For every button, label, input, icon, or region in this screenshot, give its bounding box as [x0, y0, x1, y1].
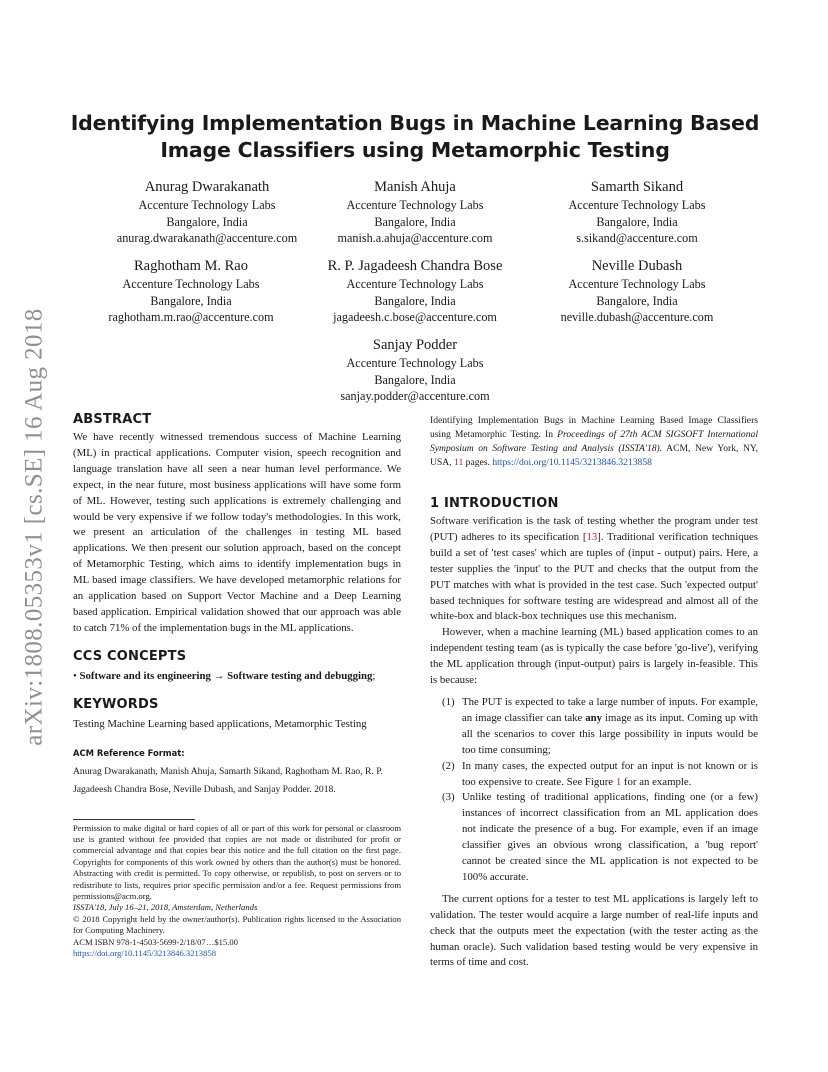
- author-block: [300, 257, 530, 326]
- acm-reference-venue: Proceedings of 27th ACM SIGSOFT International Symposium on Software Testing and Analysis (ISSTA'18).: [430, 429, 758, 454]
- figure-ref-link[interactable]: 1: [615, 775, 622, 788]
- list-item-number: (3): [442, 791, 455, 804]
- list-item: [430, 695, 758, 759]
- list-item-number: (1): [442, 695, 455, 708]
- author-name: Sanjay Podder: [372, 337, 458, 353]
- author-location: Bangalore, India: [150, 293, 232, 308]
- keywords-text: Testing Machine Learning based applications, Metamorphic Testing: [73, 717, 367, 730]
- list-item-text: In many cases, the expected output for an input is not known or is too expensive to create. See Figure: [462, 759, 758, 788]
- abstract-heading: ABSTRACT: [73, 412, 152, 427]
- intro-numbered-list: [430, 695, 758, 886]
- paper-title-line-2: Image Classifiers using Metamorphic Testing: [160, 138, 670, 162]
- list-item-emphasis: any: [585, 711, 603, 724]
- author-email: jagadeesh.c.bose@accenture.com: [333, 310, 497, 324]
- isbn-line: ACM ISBN 978-1-4503-5699-2/18/07…$15.00: [73, 936, 238, 947]
- list-item: [430, 790, 758, 885]
- ccs-tail: ;: [372, 669, 376, 682]
- list-item-text: The PUT is expected to take a large number of inputs. For example, an image classifier can take: [462, 695, 758, 724]
- intro-paragraph-3: The current options for a tester to test ML applications is largely left to validation. The tester would acquire a large number of real-life inputs and check that the outputs meet the expectation (with the tester acting as the human oracle). Such validation based testing would be very expensive in terms of time and cost.: [430, 892, 758, 969]
- author-name: Anurag Dwarakanath: [144, 179, 270, 195]
- author-affiliation: Accenture Technology Labs: [346, 198, 484, 212]
- list-item-text-rest: for an example.: [621, 775, 692, 788]
- author-name: Manish Ahuja: [374, 179, 456, 195]
- author-affiliation: Accenture Technology Labs: [138, 198, 276, 212]
- author-block: [522, 178, 752, 247]
- left-column: [73, 412, 401, 959]
- arxiv-identifier-stamp: [22, 292, 48, 762]
- list-item: [430, 759, 758, 791]
- abstract-text: We have recently witnessed tremendous success of Machine Learning (ML) in practical applications. Computer vision, speech recognition and language translation have all seen a near human level performance. We expect, in the near future, most business applications will have some form of ML. However, testing such applications is extremely challenging and would be very expensive if we follow today's methodologies. In this work, we present an articulation of the challenges in testing ML based applications. We then present our solution approach, based on the concept of Metamorphic Testing, which aims to identify implementation bugs in ML based image classifiers. We have developed metamorphic relations for an application based on Support Vector Machine and a Deep Learning based application. Empirical validation showed that our approach was able to catch 71% of the implementation bugs in the ML applications.: [73, 431, 401, 634]
- author-email: neville.dubash@accenture.com: [560, 310, 714, 324]
- acm-reference-continued: [430, 414, 758, 470]
- right-column: [430, 414, 758, 971]
- author-block: [522, 257, 752, 326]
- citation-link[interactable]: 13: [586, 530, 598, 543]
- permission-doi-link[interactable]: https://doi.org/10.1145/3213846.3213858: [73, 948, 216, 959]
- author-affiliation: Accenture Technology Labs: [122, 277, 260, 291]
- acm-reference-authors: Anurag Dwarakanath, Manish Ahuja, Samarth Sikand, Raghotham M. Rao, R. P. Jagadeesh Chandra Bose, Neville Dubash, and Sanjay Podder. 2018.: [73, 765, 383, 795]
- author-block: [76, 257, 306, 326]
- author-email: manish.a.ahuja@accenture.com: [337, 231, 493, 245]
- permission-notice: [73, 823, 401, 960]
- list-item-text: Unlike testing of traditional applications, finding one (or a few) instances of incorrect classification from an ML application does not indicate the presence of a bug. For example, even if an image classifier gives an obvious wrong classification, a 'bug report' cannot be created since the ML application is not expected to be 100% accurate.: [462, 791, 758, 883]
- footnote-divider: [73, 819, 195, 820]
- intro-paragraph-1-start: Software verification is the task of testing whether the program under test (PUT) adheres to its specification [: [430, 515, 758, 543]
- author-affiliation: Accenture Technology Labs: [346, 277, 484, 291]
- ccs-heading: CCS CONCEPTS: [73, 648, 187, 664]
- list-item-number: (2): [442, 759, 455, 772]
- author-location: Bangalore, India: [374, 214, 456, 229]
- author-affiliation: Accenture Technology Labs: [568, 198, 706, 212]
- author-email: s.sikand@accenture.com: [576, 231, 698, 245]
- acm-reference-doi-link[interactable]: https://doi.org/10.1145/3213846.3213858: [492, 457, 652, 468]
- author-name: Samarth Sikand: [590, 179, 684, 195]
- author-block: [300, 178, 530, 247]
- acm-reference-pages-word: pages.: [465, 457, 490, 468]
- copyright-line: © 2018 Copyright held by the owner/author(s). Publication rights licensed to the Association for Computing Machinery.: [73, 913, 401, 936]
- arxiv-identifier-text: arXiv:1808.05353v1 [cs.SE] 16 Aug 2018: [21, 308, 48, 746]
- acm-reference-title: Identifying Implementation Bugs in Machine Learning Based Image Classifiers using Metamorphic Testing. In: [430, 415, 758, 440]
- author-location: Bangalore, India: [374, 293, 456, 308]
- author-name: Raghotham M. Rao: [134, 258, 248, 274]
- acm-reference-pages-number: 11: [454, 457, 464, 468]
- author-email: anurag.dwarakanath@accenture.com: [116, 231, 298, 245]
- paper-title-line-1: Identifying Implementation Bugs in Machine Learning Based: [70, 111, 760, 135]
- conference-line: ISSTA'18, July 16–21, 2018, Amsterdam, Netherlands: [73, 902, 258, 913]
- author-affiliation: Accenture Technology Labs: [346, 356, 484, 370]
- author-location: Bangalore, India: [166, 214, 248, 229]
- ccs-concepts: [73, 669, 401, 685]
- ccs-bullet: •: [73, 669, 77, 682]
- intro-paragraph-1-rest: ]. Traditional verification techniques build a set of 'test cases' which are tuples of (input - output) pairs. Here, a tester supplies the 'input' to the PUT and checks that the output from the PUT matches with what is provided in the test case. Such 'expected output' based techniques for software testing are widespread and almost all of the white-box and black-box techniques use this mechanism.: [430, 530, 758, 623]
- permission-text: Permission to make digital or hard copies of all or part of this work for personal or classroom use is granted without fee provided that copies are not made or distributed for profit or commercial advantage and that copies bear this notice and the full citation on the first page. Copyrights for components of this work owned by others than the author(s) must be honored. Abstracting with credit is permitted. To copy otherwise, or republish, to post on servers or to redistribute to lists, requires prior specific permission and/or a fee. Request permissions from permissions@acm.org.: [73, 822, 401, 902]
- paper-title: [70, 110, 760, 164]
- list-item-text-rest: image as its input. Coming up with all the scenarios to cover this large possibility in inputs would be too time consuming;: [462, 711, 758, 756]
- keywords-heading: KEYWORDS: [73, 696, 159, 712]
- author-block: [300, 336, 530, 405]
- author-location: Bangalore, India: [596, 214, 678, 229]
- author-block: [92, 178, 322, 247]
- author-affiliation: Accenture Technology Labs: [568, 277, 706, 291]
- acm-reference-publisher: ACM, New York, NY, USA,: [430, 443, 758, 468]
- intro-paragraph-1: [430, 514, 758, 625]
- acm-reference-label: ACM Reference Format:: [73, 747, 185, 758]
- author-email: raghotham.m.rao@accenture.com: [108, 310, 274, 324]
- ccs-term: Software and its engineering → Software testing and debugging: [79, 669, 373, 682]
- intro-paragraph-2: However, when a machine learning (ML) based application comes to an independent testing team (as is typically the case before 'go-live'), verifying the ML application through (input-output) pairs is largely in-feasible. This is because:: [430, 626, 758, 687]
- author-email: sanjay.podder@accenture.com: [340, 389, 490, 403]
- author-location: Bangalore, India: [374, 372, 456, 387]
- author-location: Bangalore, India: [596, 293, 678, 308]
- author-name: Neville Dubash: [591, 258, 683, 274]
- author-name: R. P. Jagadeesh Chandra Bose: [327, 258, 503, 274]
- introduction-heading: 1 INTRODUCTION: [430, 496, 559, 511]
- acm-reference-format: [73, 743, 401, 797]
